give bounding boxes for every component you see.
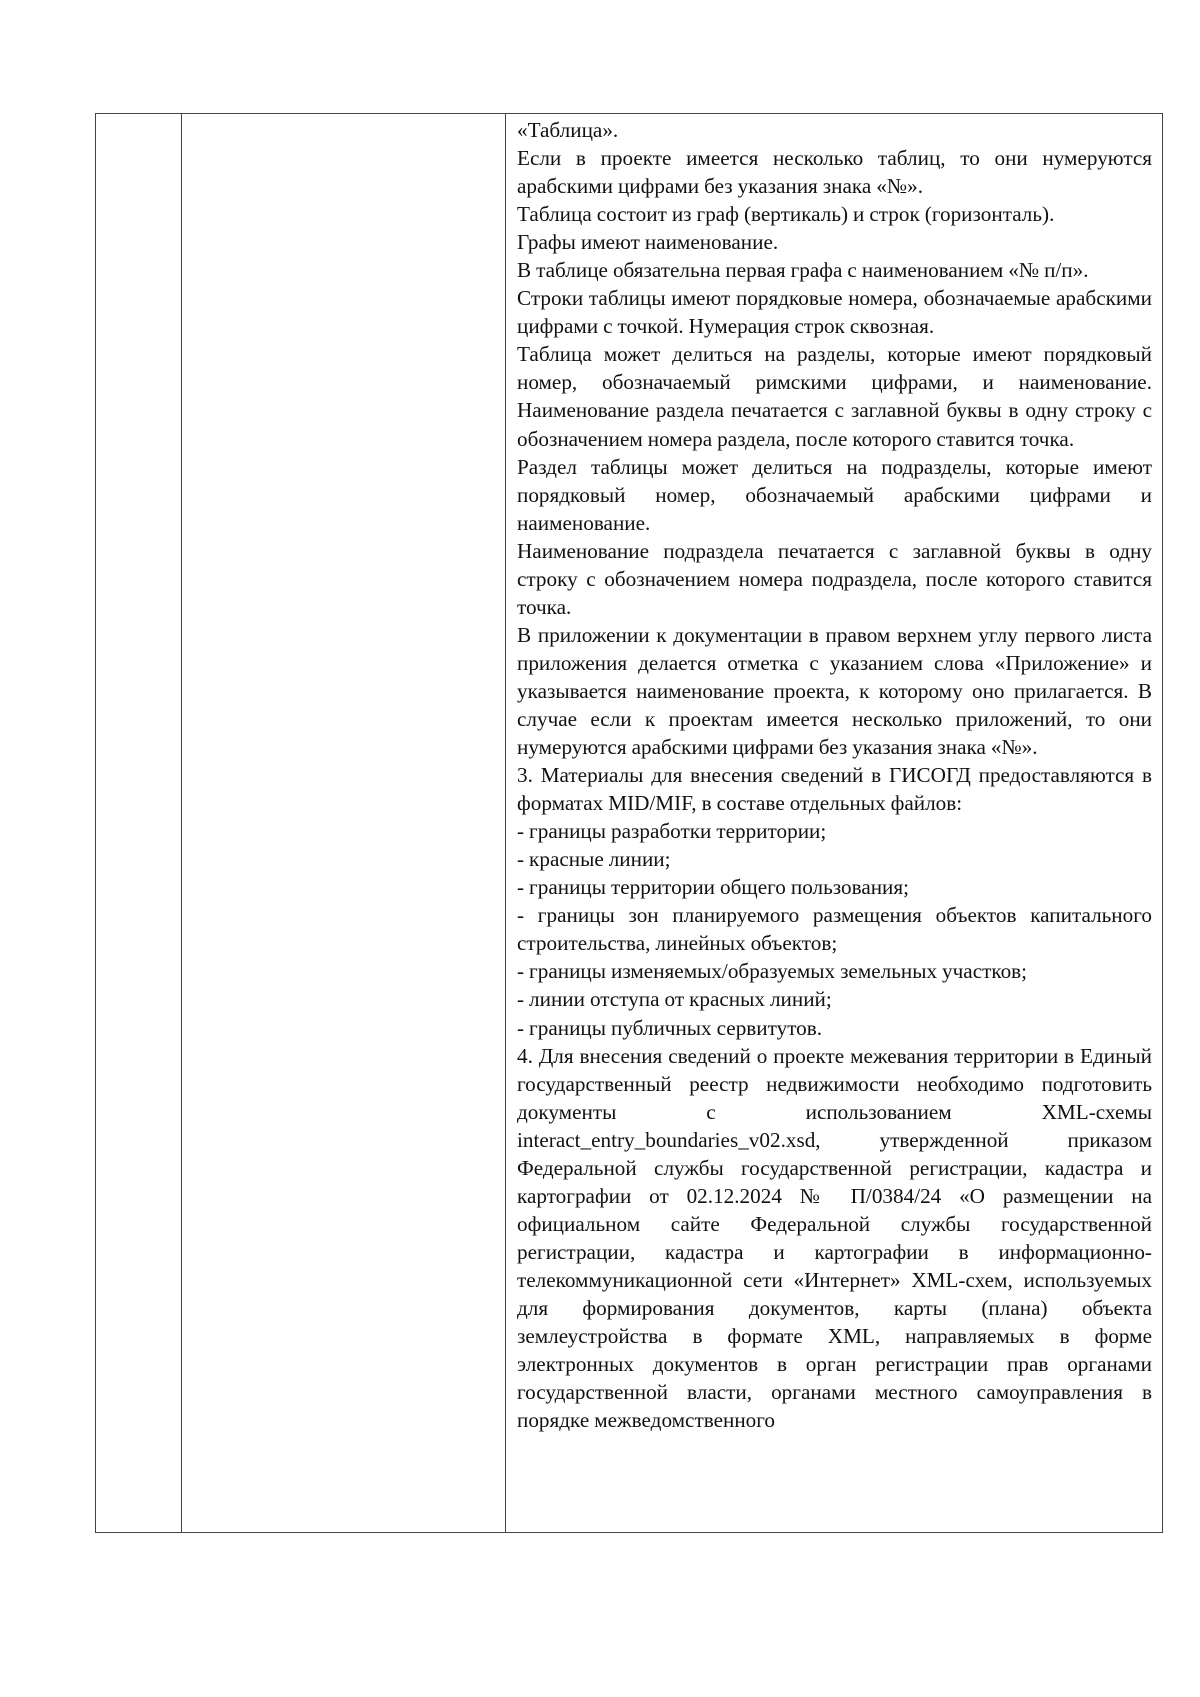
paragraph: Строки таблицы имеют порядковые номера, обозначаемые арабскими цифрами с точкой. Нумерация строк сквозная.	[517, 286, 1152, 339]
paragraph: Если в проекте имеется несколько таблиц, то они нумеруются арабскими цифрами без указания знака «№».	[517, 146, 1152, 199]
list-item: - границы публичных сервитутов.	[517, 1015, 823, 1040]
list-item: - линии отступа от красных линий;	[517, 987, 832, 1012]
paragraph: Раздел таблицы может делиться на подразделы, которые имеют порядковый номер, обозначаемый арабскими цифрами и наименование.	[517, 454, 1152, 535]
table-cell-title	[181, 114, 505, 1532]
table-cell-content	[505, 114, 1162, 1532]
paragraph: Графы имеют наименование.	[517, 230, 779, 255]
table-cell-number	[96, 114, 181, 1532]
document-table	[95, 113, 1163, 1533]
paragraph: 3. Материалы для внесения сведений в ГИСОГД предоставляются в форматах MID/MIF, в составе отдельных файлов:	[517, 763, 1152, 816]
paragraph: Наименование подраздела печатается с заглавной буквы в одну строку с обозначением номера подраздела, после которого ставится точка.	[517, 538, 1152, 619]
list-item: - границы территории общего пользования;	[517, 875, 910, 900]
list-item: - границы изменяемых/образуемых земельных участков;	[517, 959, 1028, 984]
list-item: - красные линии;	[517, 847, 671, 872]
paragraph: В таблице обязательна первая графа с наименованием «№ п/п».	[517, 258, 1089, 283]
paragraph: Таблица состоит из граф (вертикаль) и строк (горизонталь).	[517, 202, 1055, 227]
list-item: - границы зон планируемого размещения объектов капитального строительства, линейных объектов;	[517, 903, 1152, 956]
paragraph: 4. Для внесения сведений о проекте межевания территории в Единый государственный реестр недвижимости необходимо подготовить документы с использованием XML-схемы interact_entry_boundaries_v02.xsd, утвержденной приказом Федеральной службы государственной регистрации, кадастра и картографии от 02.12.2024 № П/0384/24 «О размещении на официальном сайте Федеральной службы государственной регистрации, кадастра и картографии в информационно-телекоммуникационной сети «Интернет» XML-схем, используемых для формирования документов, карты (плана) объекта землеустройства в формате XML, направляемых в форме электронных документов в орган регистрации прав органами государственной власти, органами местного самоуправления в порядке межведомственного	[517, 1043, 1152, 1433]
paragraph: В приложении к документации в правом верхнем углу первого листа приложения делается отметка с указанием слова «Приложение» и указывается наименование проекта, к которому оно прилагается. В случае если к проектам имеется несколько приложений, то они нумеруются арабскими цифрами без указания знака «№».	[517, 622, 1152, 760]
paragraph: «Таблица».	[517, 118, 619, 142]
list-item: - границы разработки территории;	[517, 819, 827, 844]
paragraph: Таблица может делиться на разделы, которые имеют порядковый номер, обозначаемый римскими цифрами, и наименование. Наименование раздела печатается с заглавной буквы в одну строку с обозначением номера раздела, после которого ставится точка.	[517, 342, 1152, 451]
